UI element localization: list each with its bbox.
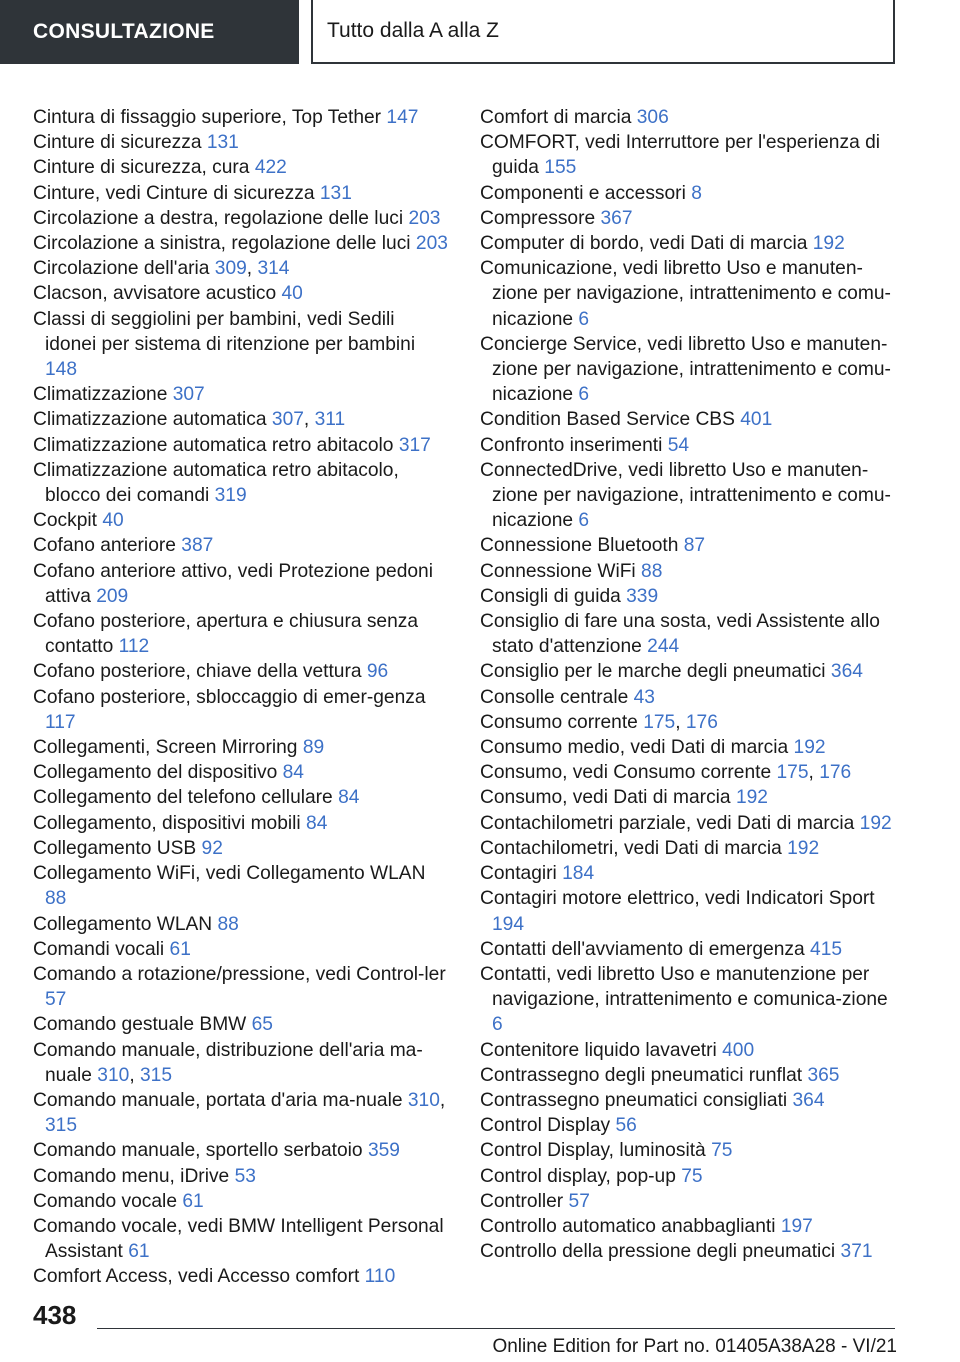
page-reference-link[interactable]: 314: [257, 258, 290, 280]
index-entry: [480, 231, 892, 256]
index-term: Comando a rotazione/pressione, vedi Control-ler: [33, 963, 446, 985]
index-entry: [33, 458, 451, 508]
index-entry: [33, 811, 451, 836]
page-reference-link[interactable]: 365: [807, 1064, 840, 1086]
page-reference-link[interactable]: 88: [45, 888, 67, 910]
index-entry: Consumo corrente 175, 176: [480, 711, 718, 733]
index-entry: [480, 584, 892, 609]
page-reference-link[interactable]: 110: [364, 1266, 396, 1288]
index-entry: Comando manuale, portata d'aria ma-nuale 310, 315: [33, 1089, 446, 1137]
page-reference-link[interactable]: 40: [281, 283, 303, 305]
page-reference-link[interactable]: 131: [206, 132, 239, 154]
index-term: Consumo, vedi Dati di marcia: [480, 787, 731, 809]
index-entry: [480, 1164, 892, 1189]
index-entry: [33, 181, 451, 206]
page-reference-link[interactable]: 197: [780, 1215, 813, 1237]
page-reference-link[interactable]: 307: [271, 409, 304, 431]
page-reference-link[interactable]: 359: [367, 1140, 400, 1162]
page-reference-link[interactable]: 57: [568, 1190, 590, 1212]
index-term: Collegamenti, Screen Mirroring: [33, 737, 298, 759]
index-term: Circolazione a destra, regolazione delle luci: [33, 207, 404, 229]
page-reference-link[interactable]: 176: [685, 711, 718, 733]
page-reference-link[interactable]: 6: [578, 308, 590, 330]
index-term: Clacson, avvisatore acustico: [33, 283, 277, 305]
index-entry: [480, 937, 892, 962]
page-reference-link[interactable]: 192: [735, 787, 768, 809]
index-term: Climatizzazione automatica retro abitacolo, blocco dei comandi: [33, 459, 399, 507]
index-entry: [480, 559, 892, 584]
index-term: Contagiri motore elettrico, vedi Indicatori Sport: [480, 888, 875, 910]
index-term: Connessione WiFi: [480, 560, 636, 582]
index-entry: [480, 659, 892, 684]
page-reference-link[interactable]: 88: [217, 913, 239, 935]
page-reference-link[interactable]: 194: [492, 913, 525, 935]
index-entry: [480, 1088, 892, 1113]
page-reference-link[interactable]: 307: [172, 384, 205, 406]
index-entry: [480, 1214, 892, 1239]
page-reference-link[interactable]: 309: [214, 258, 247, 280]
index-term: Climatizzazione: [33, 384, 168, 406]
index-term: Controllo della pressione degli pneumatici: [480, 1241, 836, 1263]
index-entry: [480, 206, 892, 231]
index-entry: [480, 1138, 892, 1163]
index-entry: Climatizzazione automatica 307, 311: [33, 409, 346, 431]
index-term: Comfort Access, vedi Accesso comfort: [33, 1266, 360, 1288]
index-term: Consumo, vedi Consumo corrente: [480, 762, 772, 784]
page-reference-link[interactable]: 310: [407, 1089, 440, 1111]
index-term: Consiglio per le marche degli pneumatici: [480, 661, 826, 683]
page-reference-link[interactable]: 117: [45, 711, 76, 733]
index-entry: [480, 685, 892, 710]
page-reference-link[interactable]: 75: [711, 1140, 733, 1162]
index-entry: [480, 105, 892, 130]
index-term: Comando manuale, distribuzione dell'aria ma-nuale: [33, 1039, 423, 1086]
page-reference-link[interactable]: 6: [578, 510, 590, 532]
index-term: Collegamento del telefono cellulare: [33, 787, 333, 809]
index-entry: [480, 1113, 892, 1138]
page-reference-link[interactable]: 317: [398, 434, 431, 456]
index-entry: [33, 836, 451, 861]
index-term: Circolazione dell'aria: [33, 258, 210, 280]
page-reference-link[interactable]: 87: [683, 535, 706, 557]
page-reference-link[interactable]: 311: [314, 409, 346, 431]
index-term: Cofano posteriore, apertura e chiusura senza contatto: [33, 611, 419, 658]
index-entry: [480, 836, 892, 861]
page-reference-link[interactable]: 192: [812, 233, 845, 255]
index-entry: [33, 533, 451, 558]
index-entry: [33, 785, 451, 810]
index-term: Computer di bordo, vedi Dati di marcia: [480, 233, 808, 255]
page-reference-link[interactable]: 203: [415, 233, 448, 255]
index-entry: [480, 1239, 892, 1264]
index-entry: [480, 1063, 892, 1088]
page-reference-link[interactable]: 92: [201, 837, 223, 859]
page-reference-link[interactable]: 203: [408, 207, 441, 229]
index-term: Climatizzazione automatica retro abitacolo: [33, 434, 394, 456]
index-entry: [33, 1164, 451, 1189]
page-reference-link[interactable]: 315: [139, 1064, 172, 1086]
page-reference-link[interactable]: 364: [792, 1089, 825, 1111]
footer-edition: Online Edition for Part no. 01405A38A28 - VI/21: [492, 1336, 897, 1357]
page-reference-link[interactable]: 40: [102, 510, 124, 532]
index-entry: [480, 735, 892, 760]
index-term: Contrassegno degli pneumatici runflat: [480, 1064, 803, 1086]
page-reference-link[interactable]: 310: [97, 1064, 130, 1086]
index-entry: [33, 382, 451, 407]
page-reference-link[interactable]: 6: [578, 384, 590, 406]
page-reference-link[interactable]: 176: [819, 762, 852, 784]
index-entry: [33, 559, 451, 609]
index-term: COMFORT, vedi Interruttore per l'esperienza di guida: [480, 132, 881, 179]
page-reference-link[interactable]: 54: [667, 434, 690, 456]
index-entry: [33, 130, 451, 155]
page-reference-link[interactable]: 192: [787, 837, 820, 859]
index-term: Cofano posteriore, sbloccaggio di emer-genza: [33, 686, 426, 708]
index-term: Comando menu, iDrive: [33, 1165, 230, 1187]
page-reference-link[interactable]: 192: [793, 737, 826, 759]
index-entry: [33, 735, 451, 760]
page-reference-link[interactable]: 400: [722, 1039, 755, 1061]
page-reference-link[interactable]: 148: [45, 359, 78, 381]
page-reference-link[interactable]: 175: [643, 711, 676, 733]
index-term: Contenitore liquido lavavetri: [480, 1039, 717, 1061]
index-term: Collegamento WLAN: [33, 913, 213, 935]
index-term: Consigli di guida: [480, 585, 621, 607]
index-entry: [33, 912, 451, 937]
index-term: Contatti dell'avviamento di emergenza: [480, 938, 805, 960]
page-reference-link[interactable]: 339: [626, 585, 659, 607]
index-term: Cinture di sicurezza, cura: [33, 157, 250, 179]
index-entry: [33, 659, 451, 684]
page-reference-link[interactable]: 43: [633, 686, 655, 708]
page-reference-link[interactable]: 387: [181, 535, 214, 557]
index-entry: [33, 861, 451, 911]
index-term: Contachilometri parziale, vedi Dati di marcia: [480, 812, 855, 834]
index-entry: [33, 1138, 451, 1163]
index-term: Control Display: [480, 1115, 611, 1137]
index-term: Collegamento USB: [33, 837, 197, 859]
page-reference-link[interactable]: 192: [859, 812, 892, 834]
page-reference-link[interactable]: 422: [254, 157, 287, 179]
index-entry: [480, 433, 892, 458]
index-entry: [33, 962, 451, 1012]
index-entry: [33, 307, 451, 383]
page-reference-link[interactable]: 61: [169, 938, 191, 960]
index-term: Classi di seggiolini per bambini, vedi Sedili idonei per sistema di ritenzione per bambini: [33, 308, 416, 355]
page-reference-link[interactable]: 61: [182, 1190, 204, 1212]
index-entry: [33, 206, 451, 231]
page-reference-link[interactable]: 53: [234, 1165, 256, 1187]
index-entry: [480, 811, 892, 836]
page-reference-link[interactable]: 401: [740, 409, 773, 431]
page-reference-link[interactable]: 131: [319, 182, 352, 204]
index-term: Contagiri: [480, 863, 557, 885]
index-term: Cinture, vedi Cinture di sicurezza: [33, 182, 315, 204]
index-term: Contatti, vedi libretto Uso e manutenzione per navigazione, intrattenimento e comunica-zione: [480, 963, 888, 1011]
page-reference-link[interactable]: 89: [302, 737, 325, 759]
index-term: Contachilometri, vedi Dati di marcia: [480, 837, 782, 859]
index-term: Comunicazione, vedi libretto Uso e manuten-zione per navigazione, intrattenimento e comu-nicazione: [480, 258, 891, 330]
index-term: Condition Based Service CBS: [480, 409, 735, 431]
index-entry: [33, 508, 451, 533]
index-term: Comando vocale: [33, 1190, 177, 1212]
page-reference-link[interactable]: 415: [810, 938, 843, 960]
index-term: Control display, pop-up: [480, 1165, 676, 1187]
index-entry: [480, 130, 892, 180]
index-term: Cinture di sicurezza: [33, 132, 202, 154]
index-term: Collegamento, dispositivi mobili: [33, 812, 301, 834]
page-reference-link[interactable]: 364: [830, 661, 863, 683]
page-reference-link[interactable]: 88: [641, 560, 663, 582]
index-term: Cofano posteriore, chiave della vettura: [33, 661, 362, 683]
index-entry: [480, 1038, 892, 1063]
index-entry: [480, 962, 892, 1038]
index-term: Comando manuale, portata d'aria ma-nuale: [33, 1089, 403, 1111]
index-entry: [480, 861, 892, 886]
index-term: Consumo medio, vedi Dati di marcia: [480, 737, 789, 759]
index-term: Controllo automatico anabbaglianti: [480, 1215, 776, 1237]
index-entry: [33, 937, 451, 962]
index-entry: Comando manuale, distribuzione dell'aria ma-nuale 310, 315: [33, 1039, 423, 1086]
footer-divider: [97, 1328, 895, 1329]
index-term: Comfort di marcia: [480, 107, 632, 128]
index-term: Cintura di fissaggio superiore, Top Tether: [33, 107, 382, 128]
index-term: Componenti e accessori: [480, 182, 686, 204]
index-term: Comando manuale, sportello serbatoio: [33, 1140, 363, 1162]
index-term: Climatizzazione automatica: [33, 409, 267, 431]
page-reference-link[interactable]: 61: [128, 1241, 150, 1263]
section-tab: CONSULTAZIONE: [0, 0, 299, 64]
index-entry: [480, 609, 892, 659]
index-entry: [33, 1264, 451, 1289]
page-reference-link[interactable]: 84: [338, 787, 360, 809]
index-term: Controller: [480, 1190, 564, 1212]
index-entry: Consumo, vedi Consumo corrente 175, 176: [480, 762, 852, 784]
page-reference-link[interactable]: 8: [691, 182, 702, 204]
index-term: Collegamento del dispositivo: [33, 762, 278, 784]
index-term: Cockpit: [33, 510, 97, 532]
page-reference-link[interactable]: 112: [118, 636, 150, 658]
index-term: Contrassegno pneumatici consigliati: [480, 1089, 788, 1111]
index-entry: [480, 332, 892, 408]
page-reference-link[interactable]: 155: [544, 157, 577, 179]
page-reference-link[interactable]: 84: [306, 812, 328, 834]
page-reference-link[interactable]: 147: [386, 107, 419, 128]
page-reference-link[interactable]: 96: [366, 661, 389, 683]
index-entry: [480, 1189, 892, 1214]
index-term: Consumo corrente: [480, 711, 638, 733]
page-reference-link[interactable]: 84: [282, 762, 304, 784]
index-column-left: [33, 105, 451, 1290]
page-reference-link[interactable]: 75: [681, 1165, 703, 1187]
page-header: [0, 0, 960, 66]
page-reference-link[interactable]: 65: [251, 1014, 273, 1036]
page-reference-link[interactable]: 315: [45, 1115, 78, 1137]
index-entry: [480, 533, 892, 558]
page-reference-link[interactable]: 175: [776, 762, 809, 784]
chapter-title: Tutto dalla A alla Z: [311, 0, 895, 64]
index-term: Control Display, luminosità: [480, 1140, 706, 1162]
page-reference-link[interactable]: 371: [840, 1241, 873, 1263]
index-entry: [480, 785, 892, 810]
index-entry: [480, 458, 892, 534]
index-term: Comando vocale, vedi BMW Intelligent Personal Assistant: [33, 1215, 444, 1263]
page-number: 438: [33, 1300, 77, 1330]
page-reference-link[interactable]: 367: [600, 207, 633, 229]
page-reference-link[interactable]: 209: [96, 585, 129, 607]
index-entry: [33, 685, 451, 735]
index-entry: [480, 886, 892, 936]
index-entry: [480, 181, 892, 206]
index-term: ConnectedDrive, vedi libretto Uso e manuten-zione per navigazione, intrattenimento e comu-nicazione: [480, 459, 891, 532]
page-reference-link[interactable]: 184: [562, 863, 595, 885]
page-reference-link[interactable]: 6: [492, 1014, 503, 1036]
index-term: Consiglio di fare una sosta, vedi Assistente allo stato d'attenzione: [480, 611, 880, 658]
index-term: Circolazione a sinistra, regolazione delle luci: [33, 233, 411, 255]
index-term: Connessione Bluetooth: [480, 535, 679, 557]
index-term: Consolle centrale: [480, 686, 629, 708]
index-column-right: [480, 105, 892, 1264]
index-entry: [33, 231, 451, 256]
index-entry: [33, 609, 451, 659]
index-term: Confronto inserimenti: [480, 434, 663, 456]
index-entry: [33, 105, 451, 130]
index-entry: [33, 760, 451, 785]
index-entry: [480, 407, 892, 432]
index-term: Comandi vocali: [33, 938, 165, 960]
page-reference-link[interactable]: 244: [647, 636, 680, 658]
index-entry: [480, 256, 892, 332]
index-entry: [33, 433, 451, 458]
index-entry: [33, 1214, 451, 1264]
index-term: Collegamento WiFi, vedi Collegamento WLAN: [33, 863, 426, 885]
index-entry: [33, 155, 451, 180]
index-term: Cofano anteriore attivo, vedi Protezione pedoni attiva: [33, 560, 433, 607]
index-term: Comando gestuale BMW: [33, 1014, 247, 1036]
index-entry: Circolazione dell'aria 309, 314: [33, 258, 290, 280]
page-reference-link[interactable]: 56: [615, 1115, 637, 1137]
index-term: Compressore: [480, 207, 596, 229]
page-reference-link[interactable]: 57: [45, 989, 67, 1011]
page-reference-link[interactable]: 319: [214, 485, 247, 507]
index-entry: [33, 281, 451, 306]
index-term: Concierge Service, vedi libretto Uso e manuten-zione per navigazione, intrattenimento e comu-nicazione: [480, 333, 891, 406]
index-term: Cofano anteriore: [33, 535, 176, 557]
index-entry: [33, 1012, 451, 1037]
index-entry: [33, 1189, 451, 1214]
page-reference-link[interactable]: 306: [636, 107, 669, 128]
